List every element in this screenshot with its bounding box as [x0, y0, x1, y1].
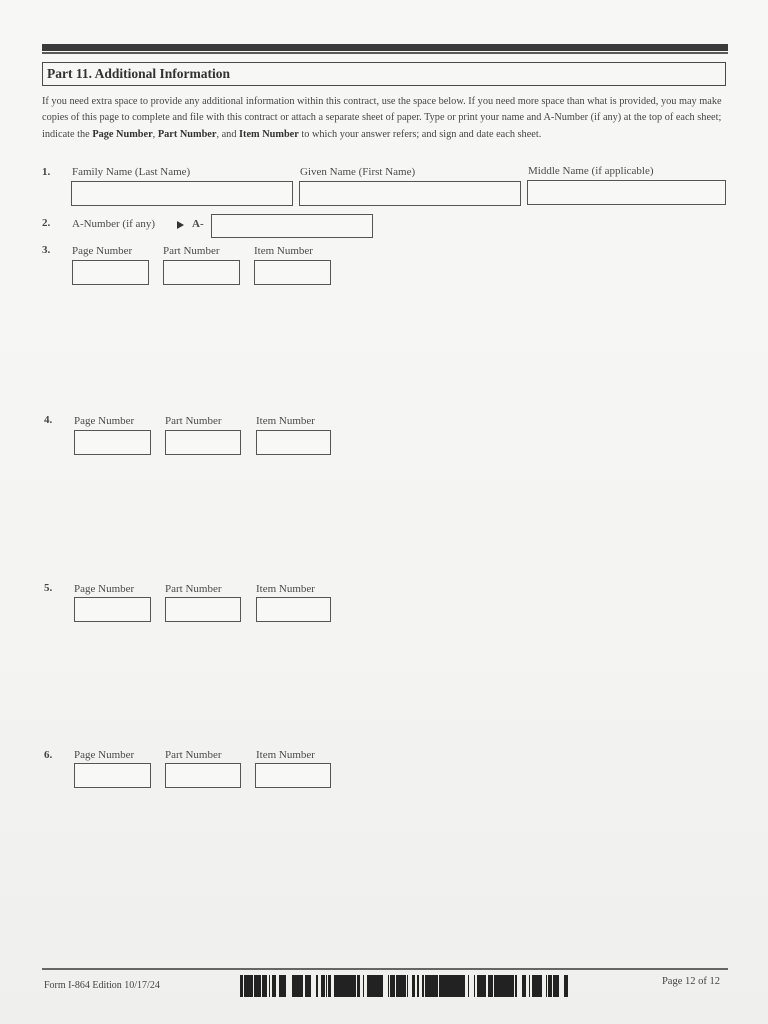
barcode-bar	[363, 975, 364, 997]
given-name-label: Given Name (First Name)	[300, 166, 416, 178]
middle-name-label: Middle Name (if applicable)	[528, 165, 654, 177]
barcode-bar	[258, 975, 261, 997]
barcode-bar	[464, 975, 465, 997]
barcode-bar	[353, 975, 356, 997]
a-number-field[interactable]	[211, 214, 373, 238]
barcode-bar	[418, 975, 419, 997]
barcode-bar	[242, 975, 243, 997]
item-number-5: 5.	[44, 582, 53, 594]
item-number-2: 2.	[42, 217, 51, 229]
barcode-bar	[422, 975, 424, 997]
barcode-bar	[404, 975, 406, 997]
a-number-prefix: A-	[192, 218, 204, 230]
page-number-field[interactable]	[74, 597, 151, 622]
part-title: Part 11. Additional Information	[42, 62, 726, 86]
barcode-bar	[310, 975, 311, 997]
part-number-label: Part Number	[165, 583, 222, 595]
barcode-bar	[516, 975, 517, 997]
a-number-label: A-Number (if any)	[72, 218, 156, 230]
barcode-bar	[317, 975, 318, 997]
page-number-label: Page Number	[74, 583, 135, 595]
part-number-field[interactable]	[163, 260, 240, 285]
barcode-bar	[301, 975, 303, 997]
barcode-bar	[525, 975, 526, 997]
barcode-bar	[414, 975, 415, 997]
family-name-label: Family Name (Last Name)	[72, 166, 191, 178]
part-number-label: Part Number	[165, 749, 222, 761]
barcode-bar	[513, 975, 514, 997]
part-number-field[interactable]	[165, 597, 241, 622]
item-number-4: 4.	[44, 414, 53, 426]
barcode-bar	[529, 975, 530, 997]
item-number-label: Item Number	[256, 749, 315, 761]
item-number-field[interactable]	[255, 763, 331, 788]
barcode-bar	[567, 975, 568, 997]
barcode-bar	[558, 975, 559, 997]
page-number-label: Page Number	[72, 245, 133, 257]
barcode-bar	[437, 975, 438, 997]
barcode-bar	[492, 975, 493, 997]
page-number-field[interactable]	[74, 430, 151, 455]
part-number-label: Part Number	[165, 415, 222, 427]
item-number-field[interactable]	[256, 430, 331, 455]
page-number-field[interactable]	[74, 763, 151, 788]
barcode	[240, 975, 570, 997]
barcode-bar	[546, 975, 547, 997]
barcode-bar	[382, 975, 383, 997]
barcode-bar	[265, 975, 267, 997]
item-number-field[interactable]	[254, 260, 331, 285]
barcode-bar	[407, 975, 408, 997]
item-number-label: Item Number	[254, 245, 313, 257]
barcode-bar	[330, 975, 331, 997]
barcode-bar	[388, 975, 389, 997]
page-number-field[interactable]	[72, 260, 149, 285]
item-number-label: Item Number	[256, 583, 315, 595]
form-edition: Form I-864 Edition 10/17/24	[44, 980, 160, 991]
barcode-bar	[539, 975, 542, 997]
barcode-bar	[326, 975, 327, 997]
page-number-label: Page Number	[74, 415, 135, 427]
family-name-field[interactable]	[71, 181, 293, 206]
barcode-bar	[324, 975, 325, 997]
item-number-1: 1.	[42, 166, 51, 178]
page-number-label: Page Number	[74, 749, 135, 761]
instructions-text: If you need extra space to provide any additional information within this contract, use the space below. If you need more space than what is provided, you may make copies of this page to complete and file with this contract or attach a separate sheet of paper. Type or print your name and A-Number (if any) at the top of each sheet; indicate the Page Number, Part Number, and Item Number to which your answer refers; and sign and date each sheet.	[42, 96, 722, 140]
part-number-field[interactable]	[165, 763, 241, 788]
item-number-field[interactable]	[256, 597, 331, 622]
header-rule	[42, 44, 728, 51]
barcode-bar	[394, 975, 395, 997]
item-number-6: 6.	[44, 749, 53, 761]
given-name-field[interactable]	[299, 181, 521, 206]
barcode-bar	[252, 975, 253, 997]
header-rule-thin	[42, 52, 728, 54]
arrow-right-icon	[177, 221, 184, 229]
barcode-bar	[284, 975, 286, 997]
barcode-bar	[551, 975, 552, 997]
middle-name-field[interactable]	[527, 180, 726, 205]
part-number-field[interactable]	[165, 430, 241, 455]
barcode-bar	[485, 975, 486, 997]
barcode-bar	[275, 975, 276, 997]
barcode-bar	[474, 975, 475, 997]
item-number-3: 3.	[42, 244, 51, 256]
barcode-bar	[269, 975, 270, 997]
barcode-bar	[357, 975, 360, 997]
footer-rule	[42, 968, 728, 970]
item-number-label: Item Number	[256, 415, 315, 427]
barcode-bar	[468, 975, 469, 997]
part-number-label: Part Number	[163, 245, 220, 257]
page-indicator: Page 12 of 12	[661, 976, 720, 987]
